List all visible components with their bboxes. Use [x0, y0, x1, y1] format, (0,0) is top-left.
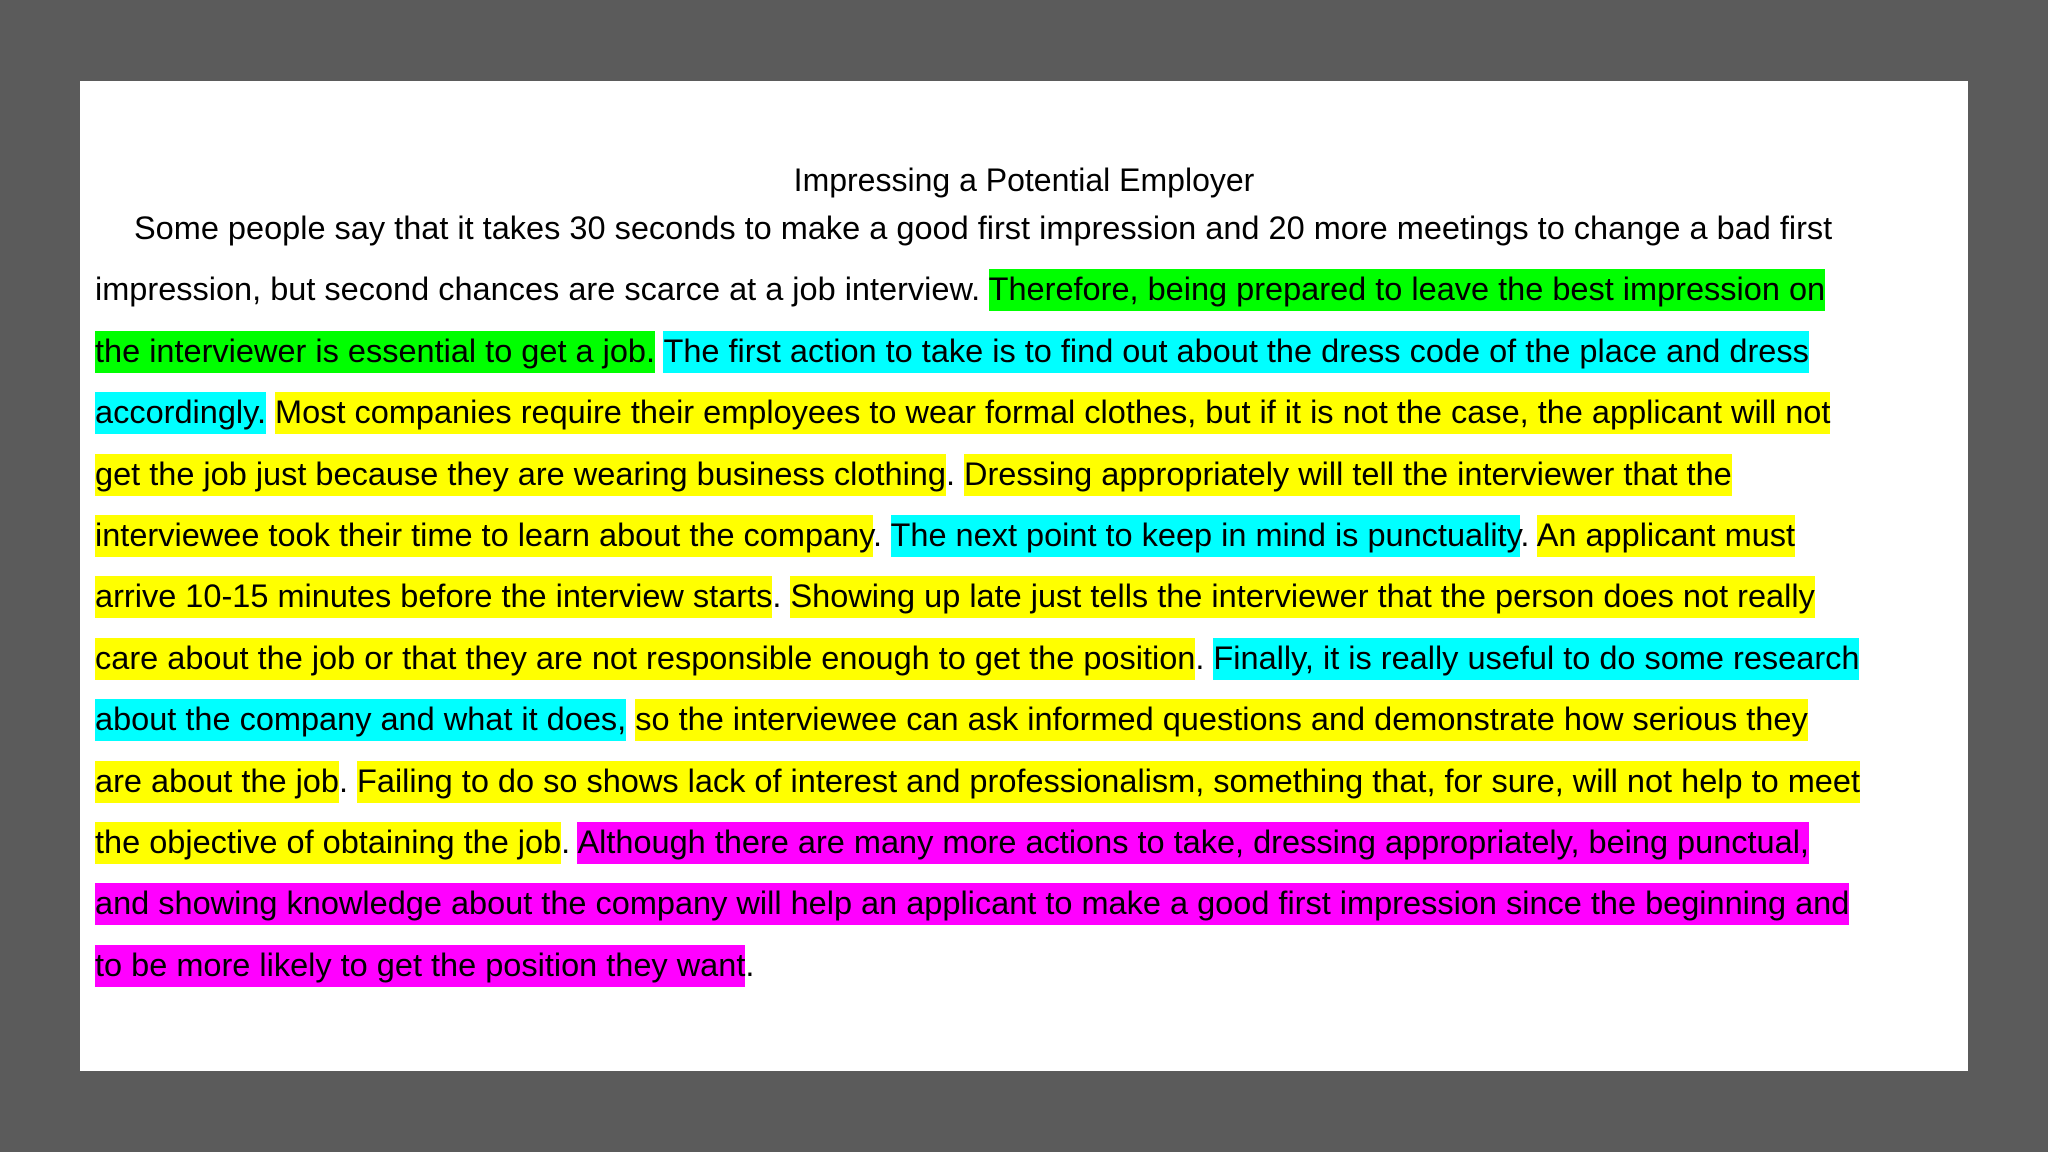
text-line	[95, 566, 1983, 627]
yellow-highlighted-text: arrive 10-15 minutes before the interview starts	[95, 576, 772, 618]
yellow-highlighted-text: Most companies require their employees to wear formal clothes, but if it is not the case, the applicant will not	[275, 392, 1830, 434]
text-line	[95, 935, 1983, 996]
yellow-highlighted-text: Showing up late just tells the interviewer that the person does not really	[790, 576, 1814, 618]
text-line	[95, 444, 1983, 505]
text-line	[95, 689, 1983, 750]
text-line	[95, 628, 1983, 689]
yellow-highlighted-text: get the job just because they are wearing business clothing	[95, 454, 946, 496]
text-line	[95, 259, 1983, 320]
magenta-highlighted-text: and showing knowledge about the company will help an applicant to make a good first impression since the beginning and	[95, 883, 1849, 925]
cyan-highlighted-text: Finally, it is really useful to do some research	[1213, 638, 1859, 680]
green-highlighted-text: the interviewer is essential to get a job.	[95, 331, 655, 373]
document-page	[80, 81, 1968, 1071]
yellow-highlighted-text: interviewee took their time to learn about the company	[95, 515, 873, 557]
green-highlighted-text: Therefore, being prepared to leave the best impression on	[989, 269, 1825, 311]
yellow-highlighted-text: the objective of obtaining the job	[95, 822, 561, 864]
cyan-highlighted-text: accordingly.	[95, 392, 266, 434]
cyan-highlighted-text: The first action to take is to find out about the dress code of the place and dress	[663, 331, 1808, 373]
text-line	[95, 812, 1983, 873]
plain-text: impression, but second chances are scarce at a job interview.	[95, 271, 989, 308]
plain-text: .	[745, 946, 755, 983]
plain-text: .	[338, 762, 358, 799]
text-line	[95, 505, 1983, 566]
magenta-highlighted-text: to be more likely to get the position they want	[95, 945, 745, 987]
cyan-highlighted-text: about the company and what it does,	[95, 699, 626, 741]
plain-text: .	[561, 824, 578, 861]
magenta-highlighted-text: Although there are many more actions to take, dressing appropriately, being punctual,	[577, 822, 1809, 864]
plain-text: .	[1520, 517, 1537, 554]
yellow-highlighted-text: so the interviewee can ask informed questions and demonstrate how serious they	[635, 699, 1807, 741]
plain-text: .	[772, 578, 791, 615]
text-line	[95, 198, 1983, 259]
yellow-highlighted-text: Failing to do so shows lack of interest and professionalism, something that, for sure, will not help to meet	[357, 761, 1860, 803]
document-title: Impressing a Potential Employer	[793, 162, 1255, 198]
yellow-highlighted-text: are about the job	[95, 761, 339, 803]
yellow-highlighted-text: An applicant must	[1537, 515, 1795, 557]
text-line	[95, 751, 1983, 812]
yellow-highlighted-text: care about the job or that they are not responsible enough to get the position	[95, 638, 1195, 680]
plain-text: Some people say that it takes 30 seconds to make a good first impression and 20 more meetings to change a bad first	[134, 210, 1833, 246]
plain-text: .	[1195, 639, 1214, 676]
plain-text	[266, 394, 275, 430]
text-line	[95, 321, 1983, 382]
plain-text: .	[873, 517, 891, 554]
cyan-highlighted-text: The next point to keep in mind is punctuality	[891, 515, 1521, 557]
text-line	[95, 873, 1983, 934]
plain-text: .	[945, 455, 965, 492]
essay-paragraph	[95, 198, 1983, 996]
text-line	[95, 382, 1983, 443]
yellow-highlighted-text: Dressing appropriately will tell the interviewer that the	[964, 454, 1732, 496]
plain-text	[626, 701, 635, 737]
